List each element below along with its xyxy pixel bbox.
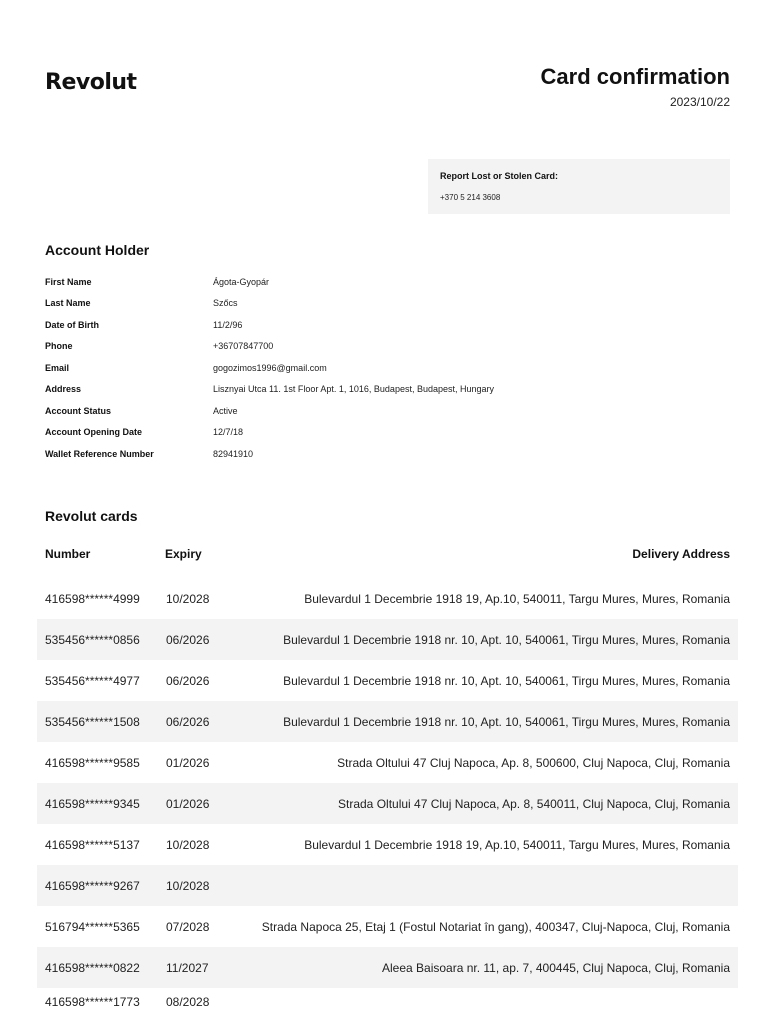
card-expiry: 10/2028 (166, 838, 210, 852)
info-row-email (45, 357, 705, 379)
info-label: Email (45, 362, 70, 373)
info-row-account-opening-date (45, 422, 705, 444)
column-header-expiry: Expiry (165, 547, 202, 561)
table-row (37, 701, 738, 742)
table-row (37, 906, 738, 947)
table-row (37, 619, 738, 660)
info-value: Active (213, 405, 238, 416)
info-row-phone (45, 336, 705, 358)
table-row (37, 865, 738, 906)
table-row (37, 742, 738, 783)
table-row (37, 783, 738, 824)
info-row-wallet-reference (45, 443, 705, 465)
card-expiry: 07/2028 (166, 920, 210, 934)
info-value: gogozimos1996@gmail.com (213, 362, 327, 373)
document-date: 2023/10/22 (669, 95, 730, 109)
info-value: 82941910 (213, 448, 254, 459)
card-number: 535456******0856 (45, 633, 140, 647)
info-row-account-status (45, 400, 705, 422)
table-row (37, 660, 738, 701)
info-row-address (45, 379, 705, 401)
info-value: Lisznyai Utca 11. 1st Floor Apt. 1, 1016, Budapest, Budapest, Hungary (213, 384, 494, 395)
card-delivery-address: Strada Napoca 25, Etaj 1 (Fostul Notariat în gang), 400347, Cluj-Napoca, Cluj, Romania (261, 920, 730, 934)
card-delivery-address: Aleea Baisoara nr. 11, ap. 7, 400445, Cluj Napoca, Cluj, Romania (382, 961, 730, 975)
card-expiry: 06/2026 (166, 674, 210, 688)
card-delivery-address: Strada Oltului 47 Cluj Napoca, Ap. 8, 500600, Cluj Napoca, Cluj, Romania (337, 756, 730, 770)
info-row-last-name (45, 293, 705, 315)
card-number: 416598******0822 (45, 961, 140, 975)
card-delivery-address: Bulevardul 1 Decembrie 1918 nr. 10, Apt. 10, 540061, Tirgu Mures, Mures, Romania (283, 715, 730, 729)
card-number: 535456******4977 (45, 674, 140, 688)
card-delivery-address: Bulevardul 1 Decembrie 1918 nr. 10, Apt. 10, 540061, Tirgu Mures, Mures, Romania (283, 633, 730, 647)
table-row (37, 988, 738, 1018)
card-number: 416598******9345 (45, 797, 140, 811)
card-delivery-address: Strada Oltului 47 Cluj Napoca, Ap. 8, 540011, Cluj Napoca, Cluj, Romania (338, 797, 730, 811)
page-title: Card confirmation (540, 64, 730, 89)
info-label: Date of Birth (45, 319, 99, 330)
info-label: Last Name (45, 298, 91, 309)
info-label: Wallet Reference Number (45, 448, 154, 459)
card-delivery-address: Bulevardul 1 Decembrie 1918 nr. 10, Apt. 10, 540061, Tirgu Mures, Mures, Romania (283, 674, 730, 688)
account-holder-heading: Account Holder (45, 242, 150, 258)
info-value: 12/7/18 (213, 427, 244, 438)
cards-table-header (45, 544, 730, 564)
cards-table (37, 578, 738, 1018)
card-expiry: 01/2026 (166, 797, 210, 811)
info-value: +36707847700 (213, 341, 274, 352)
card-number: 416598******9267 (45, 879, 140, 893)
card-expiry: 10/2028 (166, 592, 210, 606)
card-number: 535456******1508 (45, 715, 140, 729)
info-label: First Name (45, 276, 92, 287)
account-holder-table (45, 271, 705, 465)
card-delivery-address: Bulevardul 1 Decembrie 1918 19, Ap.10, 540011, Targu Mures, Mures, Romania (304, 838, 730, 852)
revolut-cards-heading: Revolut cards (45, 508, 138, 524)
card-number: 416598******9585 (45, 756, 140, 770)
card-expiry: 11/2027 (166, 961, 209, 975)
revolut-logo: Revolut (45, 70, 137, 95)
table-row (37, 578, 738, 619)
card-number: 416598******1773 (45, 995, 140, 1009)
card-expiry: 06/2026 (166, 633, 210, 647)
card-number: 416598******5137 (45, 838, 140, 852)
column-header-number: Number (45, 547, 91, 561)
info-row-date-of-birth (45, 314, 705, 336)
lost-card-phone: +370 5 214 3608 (440, 193, 501, 202)
info-label: Account Opening Date (45, 427, 143, 438)
card-expiry: 06/2026 (166, 715, 210, 729)
info-value: Szőcs (213, 298, 238, 309)
table-row (37, 947, 738, 988)
info-row-first-name (45, 271, 705, 293)
info-label: Account Status (45, 405, 112, 416)
info-value: 11/2/96 (213, 319, 243, 330)
card-number: 416598******4999 (45, 592, 140, 606)
card-number: 516794******5365 (45, 920, 140, 934)
card-delivery-address: Bulevardul 1 Decembrie 1918 19, Ap.10, 540011, Targu Mures, Mures, Romania (304, 592, 730, 606)
lost-card-box (428, 159, 730, 214)
info-label: Address (45, 384, 82, 395)
info-value: Ágota-Gyopár (213, 276, 270, 287)
column-header-delivery-address: Delivery Address (632, 547, 730, 561)
lost-card-title: Report Lost or Stolen Card: (440, 171, 559, 181)
card-expiry: 01/2026 (166, 756, 210, 770)
table-row (37, 824, 738, 865)
card-expiry: 08/2028 (166, 995, 210, 1009)
info-label: Phone (45, 341, 73, 352)
card-expiry: 10/2028 (166, 879, 210, 893)
